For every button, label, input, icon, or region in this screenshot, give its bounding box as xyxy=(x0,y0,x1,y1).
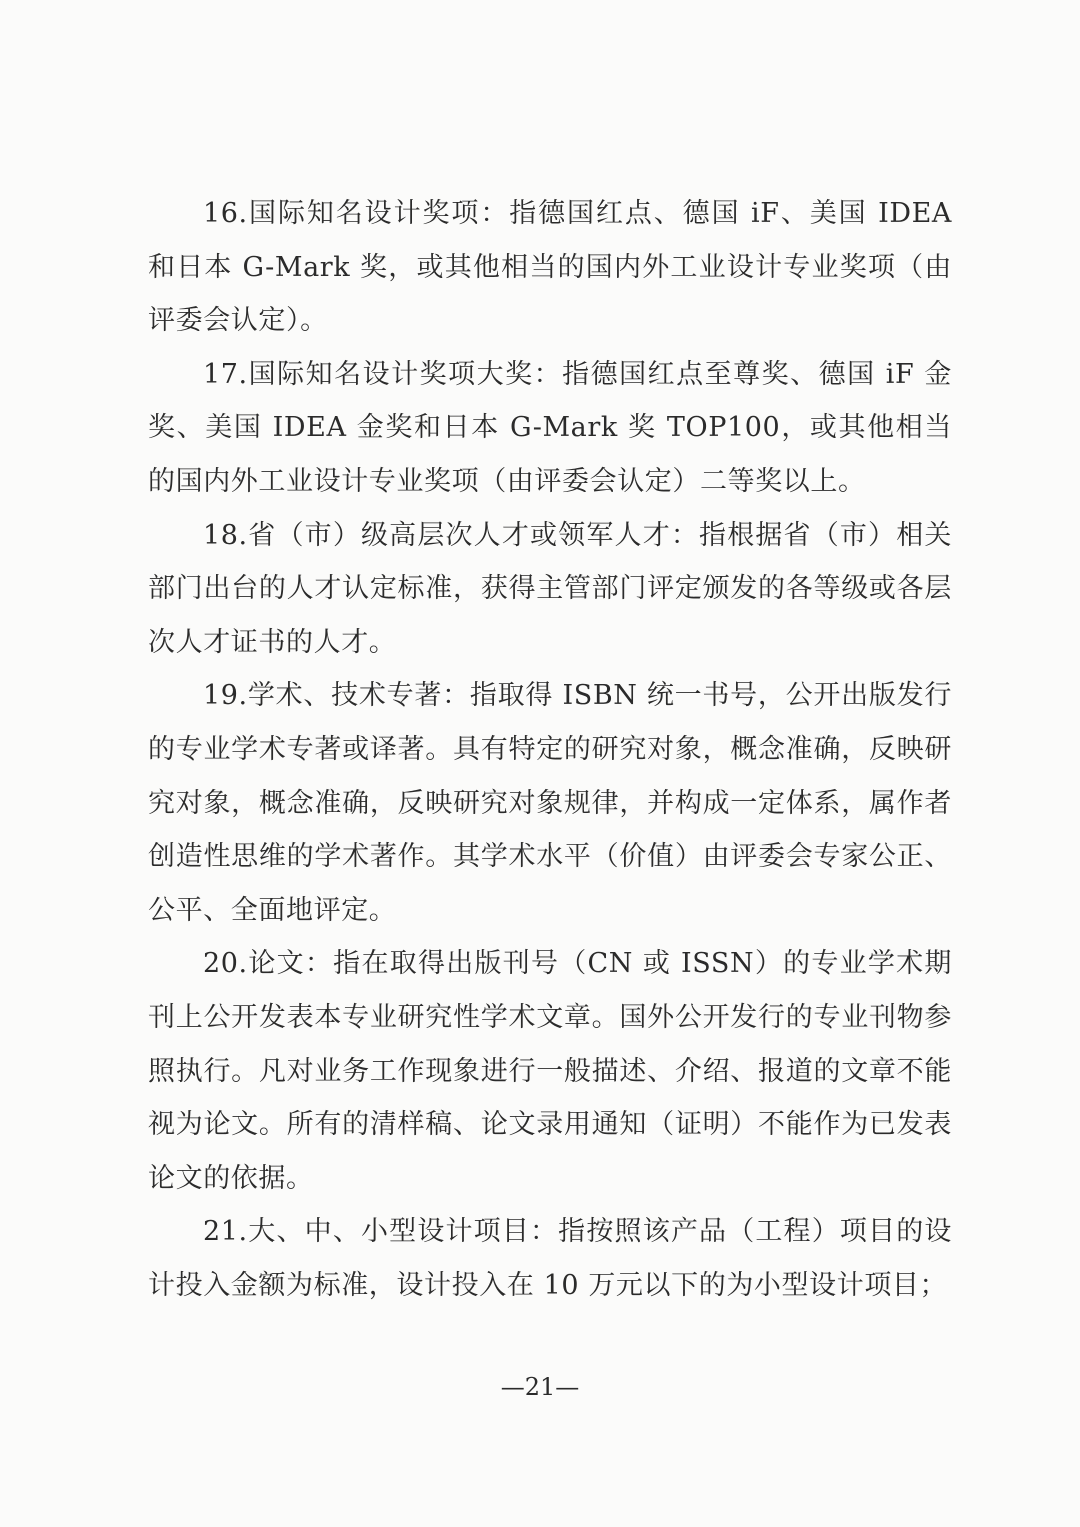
paragraph-19-academic-monographs: 19.学术、技术专著：指取得 ISBN 统一书号，公开出版发行的专业学术专著或译著。具有特定的研究对象，概念准确，反映研究对象，概念准确，反映研究对象规律，并构成一定体系，属作者创造性思维的学术著作。其学术水平（价值）由评委会专家公正、公平、全面地评定。 xyxy=(148,680,952,926)
document-body xyxy=(148,187,952,1312)
paragraph-18-provincial-talent: 18.省（市）级高层次人才或领军人才：指根据省（市）相关部门出台的人才认定标准，获得主管部门评定颁发的各等级或各层次人才证书的人才。 xyxy=(148,519,952,658)
paragraph-20-papers: 20.论文：指在取得出版刊号（CN 或 ISSN）的专业学术期刊上公开发表本专业研究性学术文章。国外公开发行的专业刊物参照执行。凡对业务工作现象进行一般描述、介绍、报道的文章不能视为论文。所有的清样稿、论文录用通知（证明）不能作为已发表论文的依据。 xyxy=(148,948,952,1194)
paragraph-16-international-design-awards: 16.国际知名设计奖项：指德国红点、德国 iF、美国 IDEA 和日本 G-Mark 奖，或其他相当的国内外工业设计专业奖项（由评委会认定）。 xyxy=(148,198,952,337)
paragraph-21-design-project-size: 21.大、中、小型设计项目：指按照该产品（工程）项目的设计投入金额为标准，设计投入在 10 万元以下的为小型设计项目； xyxy=(148,1216,952,1301)
paragraph-17-international-design-grand-awards: 17.国际知名设计奖项大奖：指德国红点至尊奖、德国 iF 金奖、美国 IDEA 金奖和日本 G-Mark 奖 TOP100，或其他相当的国内外工业设计专业奖项（由评委会认定）二等奖以上。 xyxy=(148,358,952,497)
page-number: —21— xyxy=(500,1373,580,1401)
